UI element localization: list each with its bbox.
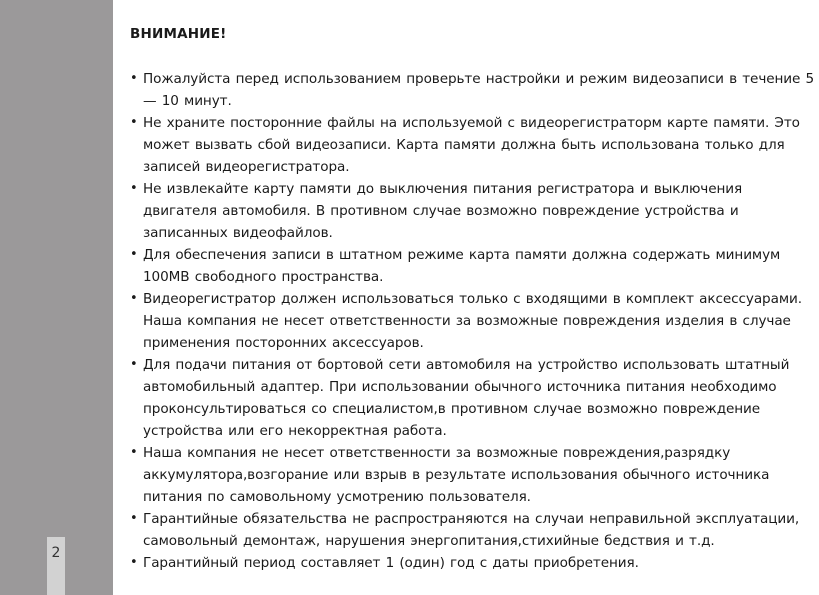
list-item (130, 508, 819, 552)
page-number: 2 (51, 545, 61, 561)
list-item (130, 178, 819, 244)
warning-heading: ВНИМАНИЕ! (130, 26, 227, 42)
list-item (130, 354, 819, 442)
list-item (130, 552, 819, 574)
list-item (130, 442, 819, 508)
list-item-text: Пожалуйста перед использованием проверьте настройки и режим видеозаписи в течение 5 — 10 минут. (143, 71, 815, 109)
bullet-icon: • (130, 247, 138, 262)
bullet-icon: • (130, 71, 138, 86)
page-number-tab (47, 537, 65, 595)
list-item-text: Для обеспечения записи в штатном режиме карта памяти должна содержать минимум 100MB свободного пространства. (143, 247, 781, 285)
list-item-text: Гарантийные обязательства не распространяются на случаи неправильной эксплуатации, самовольный демонтаж, нарушения энергопитания,стихийные бедствия и т.д. (143, 511, 800, 549)
list-item-text: Не извлекайте карту памяти до выключения питания регистратора и выключения двигателя автомобиля. В противном случае возможно повреждение устройства и записанных видеофайлов. (143, 181, 743, 241)
warning-list (130, 68, 819, 574)
list-item-text: Не храните посторонние файлы на используемой с видеорегистраторм карте памяти. Это может вызвать сбой видеозаписи. Карта памяти должна быть использована только для записей видеорегистратора. (143, 115, 800, 175)
bullet-icon: • (130, 115, 138, 130)
bullet-icon: • (130, 511, 138, 526)
list-item-text: Наша компания не несет ответственности за возможные повреждения,разрядку аккумулятора,возгорание или взрыв в результате использования обычного источника питания по самовольному усмотрению пользователя. (143, 445, 770, 505)
bullet-icon: • (130, 555, 138, 570)
bullet-icon: • (130, 445, 138, 460)
list-item (130, 112, 819, 178)
page-margin-bar (0, 0, 113, 595)
list-item-text: Видеорегистратор должен использоваться только с входящими в комплект аксессуарами. Наша компания не несет ответственности за возможные повреждения изделия в случае применения посторонних аксессуаров. (143, 291, 802, 351)
list-item (130, 244, 819, 288)
list-item (130, 288, 819, 354)
bullet-icon: • (130, 181, 138, 196)
bullet-icon: • (130, 357, 138, 372)
list-item-text: Гарантийный период составляет 1 (один) год с даты приобретения. (143, 555, 639, 571)
bullet-icon: • (130, 291, 138, 306)
list-item-text: Для подачи питания от бортовой сети автомобиля на устройство использовать штатный автомобильный адаптер. При использовании обычного источника питания необходимо проконсультироваться со специалистом,в противном случае возможно повреждение устройства или его некорректная работа. (143, 357, 790, 439)
list-item (130, 68, 819, 112)
warning-section (130, 24, 819, 574)
